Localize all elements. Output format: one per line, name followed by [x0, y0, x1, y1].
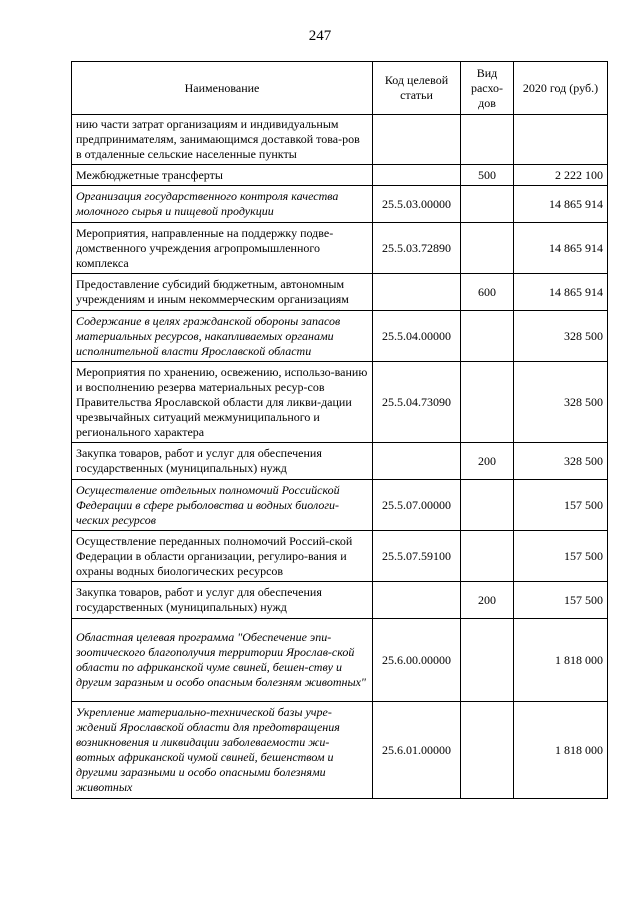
table-row [72, 223, 608, 274]
table-row [72, 443, 608, 480]
row-sum-cell: 328 500 [514, 311, 608, 362]
row-name-cell: Закупка товаров, работ и услуг для обеспечения государственных (муниципальных) нужд [72, 443, 373, 480]
row-code-cell [373, 443, 461, 480]
row-kind-cell: 600 [461, 274, 514, 311]
row-kind-cell [461, 186, 514, 223]
table-row [72, 115, 608, 165]
row-code-cell: 25.6.01.00000 [373, 702, 461, 799]
row-name-cell: Межбюджетные трансферты [72, 165, 373, 186]
row-code-cell: 25.5.04.00000 [373, 311, 461, 362]
table-header-row [72, 62, 608, 115]
row-sum-cell: 14 865 914 [514, 186, 608, 223]
row-name-cell: Содержание в целях гражданской обороны запасов материальных ресурсов, накапливаемых органами исполнительной власти Ярославской области [72, 311, 373, 362]
table-row [72, 582, 608, 619]
row-sum-cell: 328 500 [514, 443, 608, 480]
row-kind-cell: 200 [461, 582, 514, 619]
row-code-cell: 25.5.03.72890 [373, 223, 461, 274]
row-code-cell: 25.6.00.00000 [373, 619, 461, 702]
header-name: Наименование [72, 62, 373, 115]
row-sum-cell: 157 500 [514, 480, 608, 531]
row-code-cell: 25.5.03.00000 [373, 186, 461, 223]
row-code-cell [373, 582, 461, 619]
row-kind-cell: 200 [461, 443, 514, 480]
row-name-cell: Осуществление переданных полномочий Россий-ской Федерации в области организации, регулиро-вания и охраны водных биологических ресурсов [72, 531, 373, 582]
row-code-cell [373, 165, 461, 186]
row-kind-cell [461, 702, 514, 799]
header-kind: Вид расхо-дов [461, 62, 514, 115]
row-sum-cell [514, 115, 608, 165]
row-kind-cell [461, 115, 514, 165]
row-code-cell: 25.5.04.73090 [373, 362, 461, 443]
budget-table [71, 61, 608, 799]
page-number: 247 [308, 28, 332, 44]
row-sum-cell: 328 500 [514, 362, 608, 443]
row-name-cell: Мероприятия по хранению, освежению, использо-ванию и восполнению резерва материальных ресур-сов Правительства Ярославской области для ликви-дации чрезвычайных ситуаций межмуниципального и регионального характера [72, 362, 373, 443]
row-name-cell: Организация государственного контроля качества молочного сырья и пищевой продукции [72, 186, 373, 223]
row-name-cell: Укрепление материально-технической базы учре-ждений Ярославской области для предотвращения возникновения и ликвидации заболеваемости жи-вотных африканской чумой свиней, бешенством и другими заразными и особо опасными болезнями животных [72, 702, 373, 799]
table-row [72, 531, 608, 582]
row-sum-cell: 14 865 914 [514, 274, 608, 311]
row-kind-cell [461, 619, 514, 702]
row-sum-cell: 157 500 [514, 582, 608, 619]
row-sum-cell: 1 818 000 [514, 619, 608, 702]
table-row [72, 480, 608, 531]
row-name-cell: нию части затрат организациям и индивидуальным предпринимателям, занимающимся доставкой това-ров в отдаленные сельские населенные пункты [72, 115, 373, 165]
row-name-cell: Мероприятия, направленные на поддержку подве-домственного учреждения агропромышленного комплекса [72, 223, 373, 274]
row-name-cell: Областная целевая программа "Обеспечение эпи-зоотического благополучия территории Ярослав-ской области по африканской чуме свиней, бешен-ству и другим заразным и особо опасным болезням животных" [72, 619, 373, 702]
row-code-cell: 25.5.07.59100 [373, 531, 461, 582]
table-row [72, 186, 608, 223]
table-row [72, 702, 608, 799]
table-row [72, 362, 608, 443]
header-sum: 2020 год (руб.) [514, 62, 608, 115]
table-row [72, 274, 608, 311]
row-code-cell: 25.5.07.00000 [373, 480, 461, 531]
row-sum-cell: 157 500 [514, 531, 608, 582]
table-row [72, 311, 608, 362]
row-sum-cell: 2 222 100 [514, 165, 608, 186]
row-code-cell [373, 115, 461, 165]
row-name-cell: Закупка товаров, работ и услуг для обеспечения государственных (муниципальных) нужд [72, 582, 373, 619]
row-kind-cell [461, 311, 514, 362]
row-name-cell: Осуществление отдельных полномочий Российской Федерации в сфере рыболовства и водных биологи-ческих ресурсов [72, 480, 373, 531]
row-name-cell: Предоставление субсидий бюджетным, автономным учреждениям и иным некоммерческим организациям [72, 274, 373, 311]
row-kind-cell [461, 531, 514, 582]
row-sum-cell: 14 865 914 [514, 223, 608, 274]
table-row [72, 619, 608, 702]
row-kind-cell [461, 480, 514, 531]
row-kind-cell [461, 362, 514, 443]
header-code: Код целевой статьи [373, 62, 461, 115]
row-kind-cell [461, 223, 514, 274]
row-code-cell [373, 274, 461, 311]
table-row [72, 165, 608, 186]
row-sum-cell: 1 818 000 [514, 702, 608, 799]
row-kind-cell: 500 [461, 165, 514, 186]
